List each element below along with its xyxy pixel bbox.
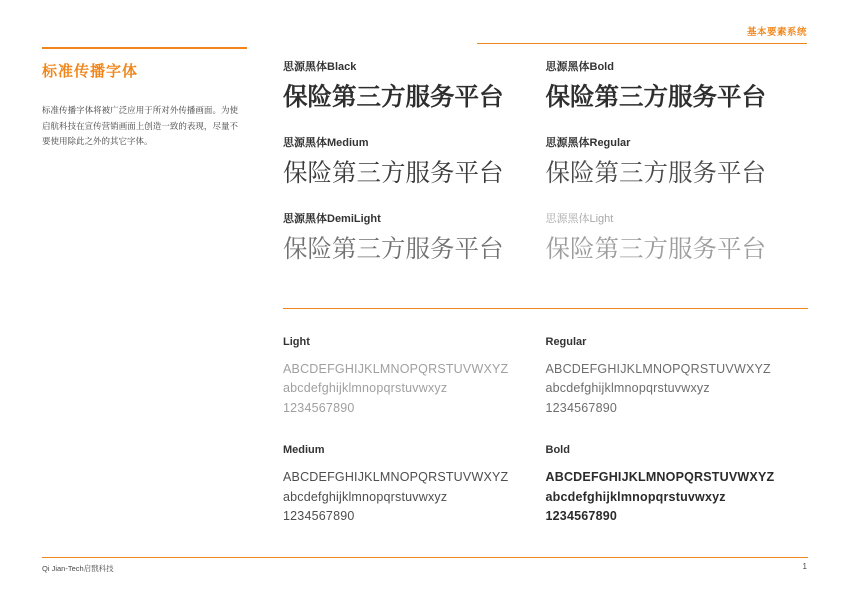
latin-uppercase-line: ABCDEFGHIJKLMNOPQRSTUVWXYZ xyxy=(545,362,771,376)
latin-uppercase-line: ABCDEFGHIJKLMNOPQRSTUVWXYZ xyxy=(545,470,775,485)
latin-specimen-item xyxy=(546,336,809,418)
cjk-specimen-item xyxy=(546,210,809,264)
footer-brand: Qi Jian-Tech启戬科技 xyxy=(42,564,114,573)
latin-specimen-name: Regular xyxy=(545,336,587,348)
page-title: 标准传播字体 xyxy=(42,63,139,80)
cjk-specimen-name: 思源黑体Regular xyxy=(545,137,631,150)
cjk-specimen-sample: 保险第三方服务平台 xyxy=(283,236,504,264)
cjk-specimen-grid xyxy=(283,58,808,287)
cjk-specimen-name: 思源黑体Bold xyxy=(545,61,614,73)
latin-specimen-name: Light xyxy=(283,336,310,348)
page-number: 1 xyxy=(802,562,807,571)
cjk-specimen-item xyxy=(546,134,809,188)
latin-uppercase-line: ABCDEFGHIJKLMNOPQRSTUVWXYZ xyxy=(283,470,509,485)
header-divider xyxy=(477,43,807,44)
latin-specimen-lines xyxy=(283,468,546,526)
cjk-specimen-name: 思源黑体Medium xyxy=(283,137,369,150)
latin-lowercase-line: abcdefghijklmnopqrstuvwxyz xyxy=(545,489,726,504)
cjk-specimen-sample: 保险第三方服务平台 xyxy=(545,84,766,111)
cjk-specimen-name: 思源黑体DemiLight xyxy=(283,213,381,226)
page-header xyxy=(477,24,807,44)
latin-specimen-lines xyxy=(546,468,809,526)
cjk-specimen-sample: 保险第三方服务平台 xyxy=(545,236,766,264)
cjk-specimen-name: 思源黑体Black xyxy=(283,61,357,73)
cjk-specimen-item xyxy=(283,210,546,264)
latin-digits-line: 1234567890 xyxy=(545,508,618,523)
latin-digits-line: 1234567890 xyxy=(283,400,355,415)
latin-lowercase-line: abcdefghijklmnopqrstuvwxyz xyxy=(545,381,710,396)
latin-specimen-name: Medium xyxy=(283,444,325,457)
latin-specimen-lines xyxy=(283,360,546,418)
title-top-rule xyxy=(42,47,247,49)
footer-divider xyxy=(42,557,808,558)
cjk-specimen-sample: 保险第三方服务平台 xyxy=(545,160,766,188)
latin-specimen-name: Bold xyxy=(545,444,570,457)
section-divider xyxy=(283,308,808,309)
latin-specimen-grid xyxy=(283,336,808,552)
section-label: 基本要素系统 xyxy=(746,27,807,38)
intro-paragraph: 标准传播字体将被广泛应用于所对外传播画面。为使启航科技在宣传营销画面上创造一致的表现，尽量不要使用除此之外的其它字体。 xyxy=(42,105,238,147)
latin-lowercase-line: abcdefghijklmnopqrstuvwxyz xyxy=(283,381,448,396)
cjk-specimen-name: 思源黑体Light xyxy=(545,213,614,226)
latin-digits-line: 1234567890 xyxy=(545,400,618,415)
latin-uppercase-line: ABCDEFGHIJKLMNOPQRSTUVWXYZ xyxy=(283,362,509,376)
cjk-specimen-item xyxy=(283,58,546,112)
latin-specimen-item xyxy=(283,336,546,418)
latin-lowercase-line: abcdefghijklmnopqrstuvwxyz xyxy=(283,489,448,504)
cjk-specimen-sample: 保险第三方服务平台 xyxy=(283,160,504,188)
latin-specimen-item xyxy=(546,444,809,526)
cjk-specimen-area xyxy=(283,58,808,287)
cjk-specimen-item xyxy=(283,134,546,188)
latin-specimen-item xyxy=(283,444,546,526)
cjk-specimen-sample: 保险第三方服务平台 xyxy=(283,84,504,111)
intro-column xyxy=(42,47,242,150)
latin-digits-line: 1234567890 xyxy=(283,508,355,523)
latin-specimen-area xyxy=(283,336,808,552)
cjk-specimen-item xyxy=(546,58,809,112)
latin-specimen-lines xyxy=(546,360,809,418)
